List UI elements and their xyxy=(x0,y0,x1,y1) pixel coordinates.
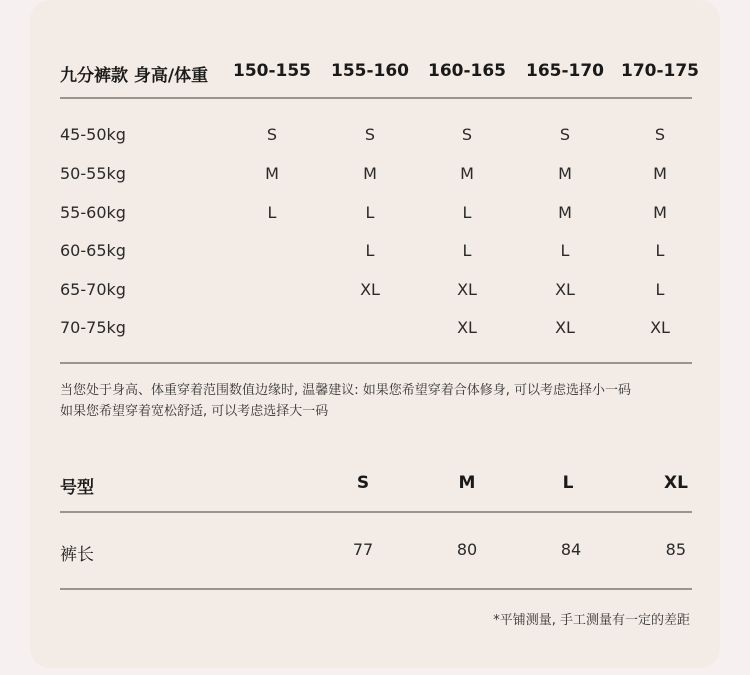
height-range-160-165: 160-165 xyxy=(427,61,507,81)
advice-note-line: 当您处于身高、体重穿着范围数值边缘时, 温馨建议: 如果您希望穿着合体修身, 可以考虑选择小一码 xyxy=(60,383,632,398)
size-cell: S xyxy=(364,125,376,144)
length-value: 85 xyxy=(665,540,686,559)
size-cell: S xyxy=(266,125,278,144)
size-cell: M xyxy=(653,164,667,183)
size-cell: L xyxy=(462,203,472,222)
size-cell: M xyxy=(558,164,572,183)
weight-range-label: 55-60kg xyxy=(60,203,126,222)
height-range-165-170: 165-170 xyxy=(525,61,605,81)
advice-note-line: 如果您希望穿着宽松舒适, 可以考虑选择大一码 xyxy=(60,404,329,419)
size-m-header: M xyxy=(458,473,476,493)
weight-range-label: 60-65kg xyxy=(60,241,126,260)
length-label: 裤长 xyxy=(60,545,94,565)
size-cell: XL xyxy=(555,280,575,299)
weight-range-label: 65-70kg xyxy=(60,280,126,299)
size-cell: XL xyxy=(457,280,477,299)
weight-range-label: 70-75kg xyxy=(60,318,126,337)
size-cell: S xyxy=(559,125,571,144)
length-value: 77 xyxy=(352,540,374,559)
size-type-label: 号型 xyxy=(60,478,94,498)
fit-table-corner-label: 九分裤款 身高/体重 xyxy=(60,66,209,86)
size-xl-header: XL xyxy=(664,473,688,493)
size-cell: L xyxy=(365,203,375,222)
size-cell: M xyxy=(460,164,474,183)
length-value: 84 xyxy=(560,540,582,559)
divider-line xyxy=(60,362,692,364)
size-chart-card xyxy=(30,0,720,668)
size-cell: L xyxy=(267,203,277,222)
size-cell: XL xyxy=(360,280,380,299)
size-cell: XL xyxy=(650,318,670,337)
size-cell: S xyxy=(654,125,666,144)
size-cell: M xyxy=(558,203,572,222)
divider-line xyxy=(60,588,692,590)
size-cell: M xyxy=(265,164,279,183)
size-cell: M xyxy=(363,164,377,183)
divider-line xyxy=(60,97,692,99)
size-cell: L xyxy=(655,280,665,299)
size-cell: L xyxy=(462,241,472,260)
height-range-170-175: 170-175 xyxy=(620,61,700,81)
weight-range-label: 45-50kg xyxy=(60,125,126,144)
height-range-150-155: 150-155 xyxy=(232,61,312,81)
size-s-header: S xyxy=(356,473,370,493)
size-cell: M xyxy=(653,203,667,222)
divider-line xyxy=(60,511,692,513)
advice-note xyxy=(60,380,631,422)
height-range-155-160: 155-160 xyxy=(330,61,410,81)
size-l-header: L xyxy=(562,473,574,493)
size-cell: L xyxy=(365,241,375,260)
size-cell: L xyxy=(560,241,570,260)
size-cell: L xyxy=(655,241,665,260)
length-value: 80 xyxy=(456,540,478,559)
size-cell: XL xyxy=(555,318,575,337)
weight-range-label: 50-55kg xyxy=(60,164,126,183)
size-cell: XL xyxy=(457,318,477,337)
measurement-footnote: *平铺测量, 手工测量有一定的差距 xyxy=(493,613,690,628)
size-cell: S xyxy=(461,125,473,144)
